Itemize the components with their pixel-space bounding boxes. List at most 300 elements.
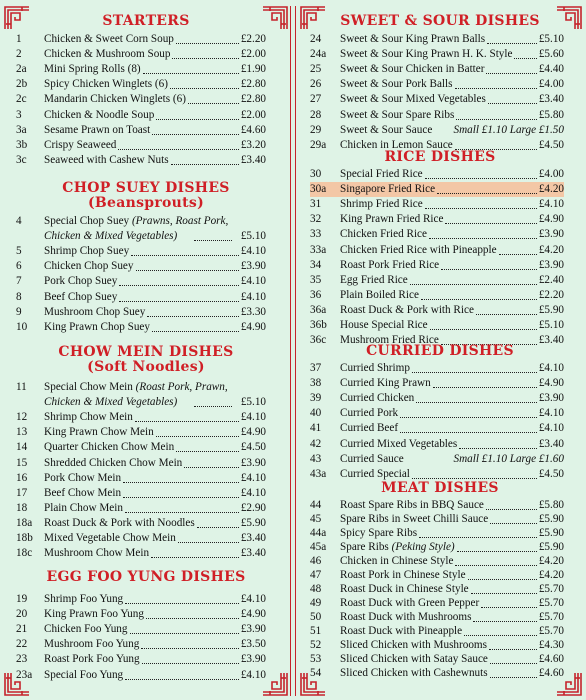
item-name [44,546,149,561]
item-price: £5.80 [538,108,564,121]
leader-dots [425,177,537,179]
item-number: 43a [310,467,327,480]
menu-item-9[interactable] [16,305,266,320]
item-name-text: Shrimp Chow Mein [44,411,133,424]
item-name-text: Chicken Foo Yung [44,623,128,636]
item-name [340,498,484,513]
item-name-text: Shrimp Foo Yung [44,593,124,605]
item-name [340,258,439,273]
item-name [44,320,150,335]
item-number: 24a [310,48,327,61]
menu-item-52[interactable] [310,638,564,653]
leader-dots [178,541,239,543]
item-name [340,273,408,288]
item-name-text: Crispy Seaweed [44,138,117,151]
item-name-text: Beef Chop Suey [44,290,118,303]
menu-item-50[interactable] [310,610,564,625]
leader-dots [499,253,537,255]
item-price: £3.90 [240,653,266,666]
item-description-line2: Chicken & Mixed Vegetables) [44,230,178,243]
menu-item-36a[interactable] [310,303,564,318]
menu-item-24a[interactable] [310,47,564,62]
menu-item-23a[interactable] [16,668,266,683]
item-price-options: Small £1.10 Large £1.50 [453,123,564,136]
leader-dots [421,298,537,300]
item-price: £2.00 [240,108,266,121]
menu-item-47[interactable] [310,568,564,583]
item-price: £4.10 [240,471,266,484]
menu-item-44[interactable] [310,498,564,513]
leader-dots [151,556,239,558]
item-name-text: Special Fried Rice [340,168,423,180]
item-number: 3c [16,153,27,166]
item-number: 30a [310,183,327,196]
item-number: 28 [310,108,322,121]
leader-dots [490,676,537,678]
menu-item-20[interactable] [16,607,266,622]
item-name-text: Curried Mixed Vegetables [340,437,458,450]
item-price: £5.10 [240,230,266,243]
menu-item-33[interactable] [310,227,564,242]
item-name-text: Roast Duck with Mushrooms [340,611,472,623]
item-name-text: King Prawn Fried Rice [340,213,444,226]
menu-item-4-desc [16,229,266,244]
item-number: 52 [310,639,322,651]
item-name-text: Roast Pork Fried Rice [340,258,440,271]
item-number: 11 [16,381,27,393]
leader-dots [416,401,537,403]
leader-dots [455,87,537,89]
item-name-text: Sweet & Sour Pork Balls [340,78,453,91]
item-name-text: Plain Boiled Rice [340,288,419,301]
item-name-text: Sweet & Sour Sauce [340,123,433,136]
item-number: 1 [16,33,22,45]
item-name [340,227,427,242]
item-name [340,610,471,625]
item-name [340,582,469,597]
item-price: £4.10 [240,486,266,499]
menu-item-30[interactable] [310,167,564,182]
section-title-rice [294,150,586,165]
menu-item-32[interactable] [310,212,564,227]
item-price: £3.40 [538,334,564,347]
item-name [340,182,435,197]
item-number: 44 [310,499,322,511]
item-price: £4.50 [538,467,564,480]
leader-dots [410,283,537,285]
menu-item-26[interactable] [310,77,564,92]
item-price: £4.20 [538,183,564,196]
menu-item-39[interactable] [310,391,564,406]
item-name [340,406,398,421]
menu-item-45a[interactable] [310,540,564,555]
item-number: 47 [310,569,322,581]
menu-item-54[interactable] [310,666,564,681]
item-name [44,274,117,289]
leader-dots [412,371,537,373]
item-name [44,108,154,123]
menu-item-43[interactable] [310,452,564,467]
menu-item-17[interactable] [16,486,266,501]
menu-item-6[interactable] [16,259,266,274]
item-name [340,32,485,47]
leader-dots [490,662,537,664]
item-price: £3.40 [538,93,564,106]
item-number: 43 [310,452,322,465]
menu-item-51[interactable] [310,624,564,639]
item-name [340,596,479,611]
item-price: £5.90 [538,513,564,525]
item-name-text: Roast Duck with Green Pepper [340,597,480,609]
item-number: 9 [16,305,22,318]
menu-item-44a[interactable] [310,526,564,541]
item-price: £5.60 [538,48,564,61]
item-number: 53 [310,653,322,665]
leader-dots [457,550,537,552]
leader-dots [152,330,239,332]
leader-dots [471,592,537,594]
item-description-line2: Chicken & Mixed Vegetables) [44,396,178,409]
item-name-text: King Prawn Foo Yung [44,608,144,621]
item-number: 49 [310,597,322,609]
item-number: 32 [310,213,322,226]
item-price: £4.50 [240,441,266,454]
section-title-text: CHOW MEIN DISHES [58,344,234,360]
item-number: 38 [310,377,322,390]
menu-item-25[interactable] [310,62,564,77]
menu-item-4[interactable] [16,214,266,229]
menu-item-11[interactable] [16,380,266,395]
item-name-text: Pork Chow Mein [44,471,122,484]
item-price: £5.90 [538,541,564,553]
menu-item-2c[interactable] [16,92,266,107]
item-number: 36c [310,334,327,347]
item-price: £5.90 [538,527,564,539]
item-number: 39 [310,392,322,405]
leader-dots [459,447,537,449]
menu-item-22[interactable] [16,637,266,652]
menu-item-5[interactable] [16,244,266,259]
item-name [44,47,170,62]
item-number: 50 [310,611,322,623]
item-name [44,92,186,107]
section-title-curried [294,344,586,359]
leader-dots [146,617,239,619]
item-number: 51 [310,625,322,637]
item-number: 45 [310,513,322,525]
menu-item-19[interactable] [16,592,266,607]
item-name [340,526,417,541]
item-name-text: Roast Pork Foo Yung [44,653,140,666]
item-price: £4.10 [240,668,266,681]
menu-item-1[interactable] [16,32,266,47]
leader-dots [123,481,239,483]
item-name [340,652,488,667]
menu-item-37[interactable] [310,361,564,376]
leader-dots [194,239,232,241]
menu-item-30a[interactable] [310,182,564,197]
item-price: £3.90 [240,260,266,273]
item-price: £5.80 [538,499,564,511]
leader-dots [172,57,238,59]
item-name-text: Plain Chow Mein [44,501,123,514]
leader-dots [441,268,537,270]
leader-dots [194,405,232,407]
item-name [44,259,134,274]
item-price: £5.70 [538,597,564,609]
item-name-text: Beef Chow Mein [44,486,122,499]
item-number: 14 [16,441,28,454]
item-name-text: Spare Ribs in Sweet Chilli Sauce [340,513,489,525]
item-name [44,305,145,320]
menu-item-18c[interactable] [16,546,266,561]
menu-item-21[interactable] [16,622,266,637]
item-name-text: Chicken & Noodle Soup [44,108,155,121]
menu-item-42[interactable] [310,437,564,452]
item-name [44,440,174,455]
item-name [44,62,141,77]
item-name [44,652,140,667]
item-number: 29a [310,138,327,151]
menu-item-33a[interactable] [310,243,564,258]
item-price: £2.80 [240,93,266,106]
item-number: 12 [16,411,28,424]
section-title-meat [294,481,586,496]
menu-item-36b[interactable] [310,318,564,333]
item-price: £4.90 [538,377,564,390]
menu-item-3b[interactable] [16,138,266,153]
item-name-text: Seaweed with Cashew Nuts [44,153,169,166]
item-name [44,622,128,637]
menu-item-16[interactable] [16,471,266,486]
item-name-text: Roast Duck & Pork with Noodles [44,516,195,529]
item-name [44,32,174,47]
item-name-text: Mushroom Chow Mein [44,547,150,560]
menu-item-18a[interactable] [16,516,266,531]
item-number: 2c [16,93,27,106]
item-number: 17 [16,486,28,499]
menu-item-10[interactable] [16,320,266,335]
menu-item-3a[interactable] [16,123,266,138]
item-name-text: Shrimp Fried Rice [340,198,423,211]
leader-dots [514,57,536,59]
item-number: 7 [16,275,22,288]
item-number: 33a [310,243,327,256]
item-name-text: Sweet & Sour Mixed Vegetables [340,93,486,106]
item-name-text: Mandarin Chicken Winglets (6) [44,93,186,106]
item-name-text: Spare Ribs [340,541,389,553]
item-number: 2 [16,48,22,61]
item-number: 27 [310,93,322,106]
item-description: (Prawns, Roast Pork, [131,215,229,227]
item-price: £4.90 [240,426,266,439]
item-price: £3.40 [240,547,266,560]
section-title-text: EGG FOO YUNG DISHES [46,569,246,585]
item-name-text: House Special Rice [340,319,428,331]
item-price: £3.40 [240,153,266,166]
leader-dots [136,269,239,271]
leader-dots [176,42,239,44]
menu-item-27[interactable] [310,92,564,107]
item-number: 54 [310,667,322,679]
section-title-chop-suey [0,181,292,211]
menu-item-45[interactable] [310,512,564,527]
item-name [44,501,123,516]
menu-item-3c[interactable] [16,153,266,168]
menu-item-18b[interactable] [16,531,266,546]
item-name [340,212,443,227]
leader-dots [412,477,537,479]
item-name-text: Special Chop Suey [44,215,130,227]
item-price: £4.10 [240,245,266,258]
item-name-text: Curried Special [340,467,410,480]
item-price: £3.50 [240,638,266,651]
section-title-text: MEAT DISHES [381,480,499,496]
item-name [44,486,121,501]
item-name [340,167,423,182]
item-number: 2b [16,78,28,91]
item-name-text: Curried Pork [340,407,399,420]
item-price: £2.20 [240,33,266,45]
item-name-text: Curried King Prawn [340,377,431,390]
item-name [340,376,431,391]
item-name-text: Chicken in Lemon Sauce [340,138,453,151]
menu-item-14[interactable] [16,440,266,455]
item-name [44,607,144,622]
item-description: (Peking Style) [391,541,455,553]
menu-item-46[interactable] [310,554,564,569]
menu-item-15[interactable] [16,456,266,471]
menu-item-48[interactable] [310,582,564,597]
leader-dots [125,678,239,680]
left-column [0,0,292,700]
item-price: £3.20 [240,138,266,151]
item-price: £5.10 [538,33,564,45]
item-name-text: Roast Pork in Chinese Style [340,569,466,581]
menu-item-3[interactable] [16,108,266,123]
item-price: £5.70 [538,611,564,623]
item-name [44,668,123,683]
item-name-text: Egg Fried Rice [340,273,408,286]
item-number: 24 [310,33,322,45]
item-number: 23a [16,668,33,681]
leader-dots [119,300,238,302]
menu-item-28[interactable] [310,108,564,123]
item-price: £4.10 [538,362,564,374]
item-name-text: Chicken in Chinese Style [340,555,454,567]
item-price: £5.70 [538,625,564,637]
item-number: 15 [16,456,28,469]
leader-dots [437,192,537,194]
leader-dots [476,313,537,315]
item-name [44,471,121,486]
item-name [340,123,432,138]
item-name [44,244,129,259]
item-price: £2.20 [538,288,564,301]
item-name-text: Mixed Vegetable Chow Mein [44,532,176,544]
menu-item-2[interactable] [16,47,266,62]
item-price: £4.20 [538,243,564,256]
leader-dots [125,511,239,513]
menu-item-38[interactable] [310,376,564,391]
menu-item-41[interactable] [310,421,564,436]
item-name [44,456,182,471]
item-number: 23 [16,653,28,666]
leader-dots [125,602,239,604]
menu-item-29[interactable] [310,123,564,138]
menu-item-36[interactable] [310,288,564,303]
item-price: £4.60 [538,653,564,665]
item-price: £4.10 [240,593,266,605]
item-price: £2.40 [538,273,564,286]
menu-item-18[interactable] [16,501,266,516]
menu-item-7[interactable] [16,274,266,289]
menu-item-13[interactable] [16,425,266,440]
menu-item-35[interactable] [310,273,564,288]
menu-item-24[interactable] [310,32,564,47]
section-title-text: CHOP SUEY DISHES [62,180,230,196]
item-name-text: Curried Sauce [340,452,404,465]
item-name-text: Sliced Chicken with Cashewnuts [340,667,488,679]
leader-dots [135,420,239,422]
menu-item-53[interactable] [310,652,564,667]
leader-dots [486,72,536,74]
item-price: £4.00 [538,78,564,91]
leader-dots [188,102,239,104]
section-title-chow-mein [0,345,292,375]
item-name [44,290,117,305]
item-name [44,531,176,546]
item-name-text: Singapore Fried Rice [340,183,436,196]
item-name-text: Shrimp Chop Suey [44,245,130,258]
leader-dots [429,237,537,239]
leader-dots [119,284,238,286]
item-name [340,666,488,681]
menu-item-40[interactable] [310,406,564,421]
item-price: £2.00 [240,48,266,61]
menu-item-12[interactable] [16,410,266,425]
item-price: £3.30 [240,305,266,318]
menu-item-2b[interactable] [16,77,266,92]
menu-item-2a[interactable] [16,62,266,77]
item-name [44,425,154,440]
item-name [340,638,487,653]
section-title-starters [0,14,292,29]
menu-item-49[interactable] [310,596,564,611]
menu-item-23[interactable] [16,652,266,667]
item-price: £4.10 [538,407,564,420]
item-price: £4.40 [538,63,564,76]
menu-item-31[interactable] [310,197,564,212]
leader-dots [171,163,239,165]
item-name [44,637,139,652]
item-price: £2.80 [240,78,266,91]
item-price: £4.10 [538,422,564,435]
item-name-text: King Prawn Chow Mein [44,426,154,439]
leader-dots [468,578,537,580]
item-name [340,540,455,555]
leader-dots [142,662,239,664]
item-number: 41 [310,422,322,435]
item-name-text: Curried Beef [340,422,399,435]
item-number: 48 [310,583,322,595]
item-name-text: Sesame Prawn on Toast [44,123,151,136]
menu-item-8[interactable] [16,290,266,305]
item-number: 31 [310,198,322,211]
item-price: £2.90 [240,501,266,514]
menu-item-34[interactable] [310,258,564,273]
leader-dots [176,450,239,452]
